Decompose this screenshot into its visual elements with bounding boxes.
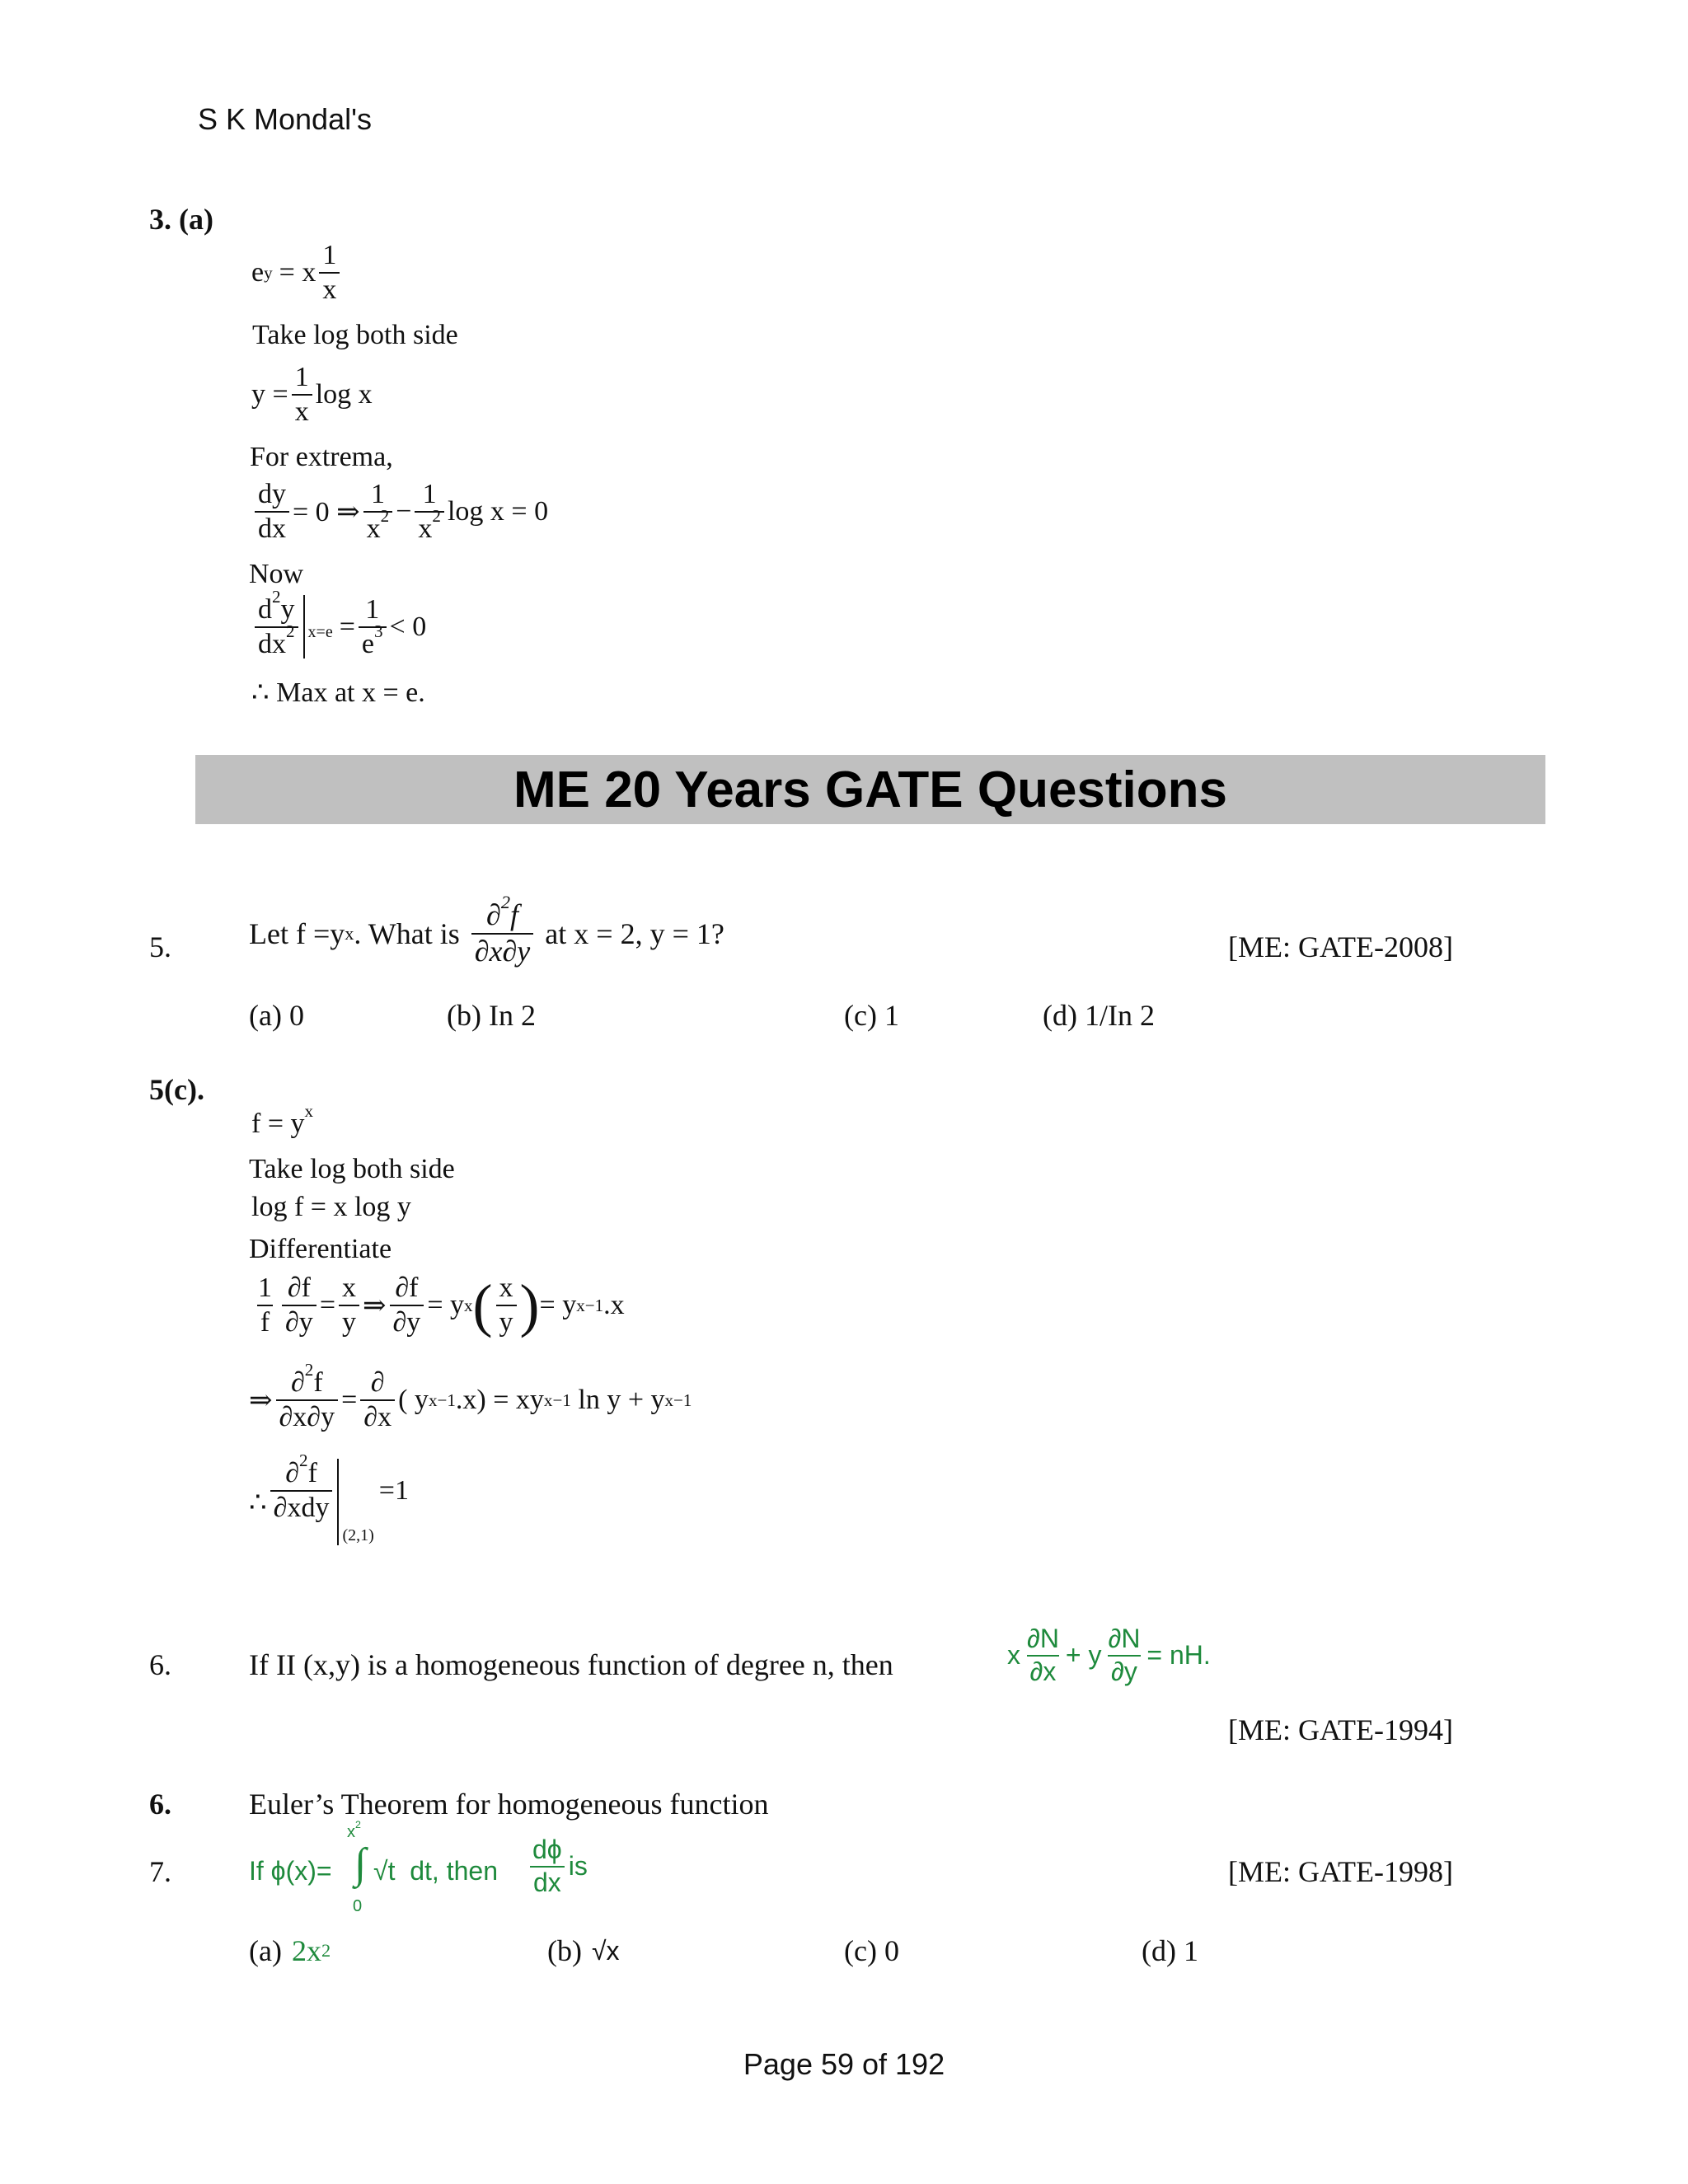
question-7-option-a-label: (a): [249, 1934, 282, 1967]
solution-3-l5-frac-1: [255, 480, 289, 543]
question-7-option-b-label: (b): [547, 1934, 582, 1967]
solution-5-l5-lparen: (: [472, 1272, 493, 1338]
question-5-frac-num-f: f: [509, 898, 518, 931]
solution-3-line-8: ∴ Max at x = e.: [251, 677, 425, 708]
solution-3-l5-den3: x: [418, 513, 433, 544]
page-header-author: S K Mondal's: [198, 102, 372, 136]
question-5-option-d: (d) 1/In 2: [1043, 999, 1155, 1032]
solution-3-l5-pow-b: 2: [432, 505, 441, 526]
solution-3-l1-lhs: e: [251, 256, 265, 288]
solution-5-l6-num-pow: 2: [304, 1360, 314, 1380]
solution-5-l5-e-num: x: [499, 1272, 513, 1303]
question-5-number: 5.: [149, 930, 171, 963]
question-7-text-pre: If ϕ(x)=: [249, 1856, 332, 1886]
solution-5-l5-b-den: ∂y: [282, 1305, 316, 1338]
solution-5-line-2: Take log both side: [249, 1154, 455, 1184]
solution-5-l7-rhs: =1: [378, 1474, 409, 1506]
solution-3-l7-pow-den: 2: [286, 621, 295, 641]
solution-5-label: 5(c).: [149, 1073, 204, 1106]
question-7-option-b: [547, 1933, 620, 1968]
solution-3-l7-d2: e: [361, 628, 374, 659]
section-banner-title: ME 20 Years GATE Questions: [513, 761, 1228, 818]
solution-5-l6-frac-2: [360, 1368, 395, 1432]
question-7-number: 7.: [149, 1855, 171, 1888]
section-banner: [195, 755, 1545, 824]
question-7-derivative: [526, 1836, 588, 1896]
solution-5-l5-c-num: x: [342, 1272, 356, 1303]
solution-3-l7-rhs: < 0: [389, 611, 427, 642]
solution-3-l7-num2: y: [280, 594, 295, 625]
solution-5-l6-num: ∂: [290, 1367, 305, 1398]
solution-3-l3-fraction: [292, 363, 312, 426]
solution-5-l7-num-pow: 2: [299, 1451, 308, 1471]
solution-3-l1-fraction: [319, 241, 340, 304]
solution-3-l5-den1: dx: [255, 511, 289, 544]
question-5-fraction: [471, 891, 534, 968]
question-6-formula: [1007, 1625, 1211, 1685]
solution-3-l5-num1: dy: [258, 479, 286, 509]
solution-5-l7-therefore: ∴: [249, 1487, 267, 1518]
solution-5-l5-a-num: 1: [258, 1272, 272, 1303]
question-7-option-c: (c) 0: [844, 1934, 899, 1967]
solution-5-l5-frac-d: [390, 1273, 424, 1337]
solution-5-l5-b-num: ∂f: [287, 1272, 311, 1303]
solution-3-line-4: For extrema,: [250, 442, 393, 472]
solution-5-l5-frac-e: [496, 1273, 517, 1337]
solution-3-l7-d2pow: 3: [373, 621, 383, 641]
solution-3-l5-minus: −: [396, 495, 412, 527]
solution-5-line-4: Differentiate: [249, 1234, 392, 1264]
answer-6-text: Euler’s Theorem for homogeneous function: [249, 1788, 769, 1821]
question-5-text-pre: Let f =y: [249, 916, 345, 950]
question-5-option-a: (a) 0: [249, 999, 304, 1032]
solution-3-l7-den: dx: [258, 628, 286, 659]
solution-3-l5-num2: 1: [370, 479, 385, 509]
solution-3-line-6: Now: [249, 559, 304, 589]
solution-3-l3-den: x: [292, 394, 312, 427]
question-5-frac-num-pow: 2: [500, 891, 510, 912]
question-7-frac-den: dx: [530, 1866, 565, 1897]
question-6-f-rhs: = nH.: [1146, 1640, 1211, 1671]
question-5-text-post: at x = 2, y = 1?: [545, 916, 724, 950]
solution-5-l5-e-den: y: [496, 1305, 517, 1338]
solution-3-l5-frac-2: [363, 480, 393, 543]
solution-5-l7-num: ∂: [285, 1458, 300, 1488]
question-5-option-b: (b) In 2: [447, 999, 536, 1032]
question-5-text-mid: . What is: [354, 916, 460, 950]
question-7-frac: [529, 1836, 565, 1896]
question-6-f-plus: + y: [1065, 1640, 1102, 1671]
solution-5-l5-d-num: ∂f: [395, 1272, 419, 1303]
solution-5-l5-frac-c: [339, 1273, 359, 1337]
solution-5-l5-c-den: y: [339, 1305, 359, 1338]
solution-5-l7-num-f: f: [307, 1458, 317, 1488]
question-7-option-d: (d) 1: [1142, 1934, 1198, 1967]
question-6-f-x: x: [1007, 1640, 1020, 1671]
question-5-frac-den: ∂x∂y: [471, 933, 534, 968]
solution-5-line-6: ⇒ $\frac{\partial^2f}{\partial x\partial y}$ = $\frac{\partial}{\partial x}$ ( y x−1 .x) = xy x−1 ln y + y x−1: [249, 1360, 692, 1432]
question-5-frac-num: ∂: [486, 898, 501, 931]
solution-5-l7-sub: (2,1): [342, 1526, 374, 1545]
solution-3-l7-n2: 1: [365, 594, 380, 625]
solution-5-l6-c: ln y + y: [570, 1384, 665, 1415]
solution-5-l5-d-den: ∂y: [390, 1305, 424, 1338]
solution-5-l1-exp: x: [304, 1101, 314, 1122]
question-7-integral-sign: ∫: [354, 1840, 367, 1887]
solution-5-l6-den: ∂x∂y: [276, 1399, 339, 1432]
solution-5-line-1: [251, 1101, 314, 1140]
solution-5-l6-a: ( y: [398, 1384, 429, 1415]
solution-5-l6-b: .x) = xy: [455, 1384, 544, 1415]
solution-3-l3-rhs: log x: [315, 378, 373, 410]
solution-5-l6-d2: ∂x: [360, 1399, 395, 1432]
solution-3-l7-num: d: [258, 594, 272, 625]
solution-5-line-7: [249, 1451, 409, 1545]
solution-3-l7-eq: =: [339, 611, 355, 642]
solution-5-l6-eq: =: [341, 1384, 358, 1415]
question-6-source: [ME: GATE-1994]: [1228, 1713, 1453, 1746]
solution-3-l5-mid: = 0 ⇒: [293, 496, 360, 527]
solution-3-l5-num3: 1: [422, 479, 437, 509]
solution-3-l7-frac-2: [359, 595, 387, 658]
solution-5-line-5: $\frac{1}{f}$ $\frac{\partial f}{\partial y}$ = $\frac{x}{y}$ ⇒ $\frac{\partial f}{\partial y}$ = y x ( $\frac{x}{y}$ ) = y x−1 .x: [251, 1273, 625, 1337]
solution-3-l5-frac-3: [415, 480, 444, 543]
question-6-f-n2: ∂N: [1108, 1624, 1141, 1653]
solution-3-line-1: e y = x $\frac{1}{x}$: [251, 241, 343, 304]
solution-5-l6-num-f: f: [313, 1367, 323, 1398]
solution-5-l5-a-den: f: [257, 1305, 273, 1338]
solution-3-l3-lhs: y =: [251, 378, 288, 410]
question-7-text-post: is: [568, 1851, 588, 1882]
question-7-option-a: (a) 2x 2: [249, 1934, 331, 1967]
solution-3-l3-num: 1: [294, 362, 309, 392]
solution-5-l6-imp: ⇒: [249, 1385, 273, 1416]
question-7-lower-limit: 0: [353, 1897, 363, 1915]
solution-5-l5-rparen: ): [519, 1272, 540, 1338]
solution-5-l1: f = y: [251, 1108, 305, 1139]
solution-3-line-2: Take log both side: [252, 320, 458, 350]
question-7-option-a-value: 2x: [291, 1934, 321, 1967]
question-5-source: [ME: GATE-2008]: [1228, 930, 1453, 963]
solution-5-l6-frac-1: [276, 1360, 339, 1432]
page-number: Page 59 of 192: [743, 2047, 945, 2081]
solution-3-l7-sub: x=e: [307, 623, 333, 642]
solution-5-l5-eq2: = y: [427, 1289, 464, 1320]
question-6-f-n1: ∂N: [1027, 1624, 1059, 1653]
question-5-text: Let f =y x . What is $\frac{\partial^2f}{\partial x\partial y}$ at x = 2, y = 1?: [249, 891, 724, 968]
question-7-option-b-value: √x: [591, 1935, 620, 1966]
question-7-upper-pow: 2: [355, 1818, 361, 1830]
question-6-number: 6.: [149, 1648, 171, 1681]
question-6-f-d2: ∂y: [1108, 1655, 1141, 1686]
solution-5-l6-n2: ∂: [370, 1367, 385, 1398]
solution-3-line-7: [251, 587, 427, 659]
question-7-upper: x: [347, 1823, 355, 1841]
question-7-frac-num: dϕ: [532, 1835, 562, 1864]
question-7-source: [ME: GATE-1998]: [1228, 1855, 1453, 1888]
solution-3-line-3: [251, 363, 373, 426]
question-6-f-d1: ∂x: [1027, 1655, 1060, 1686]
question-7-upper-limit: [347, 1818, 361, 1842]
question-7-integrand: √t dt, then: [373, 1856, 498, 1886]
solution-5-l7-fraction: [270, 1451, 340, 1545]
solution-3-l1-den: x: [319, 272, 340, 305]
solution-5-line-3: log f = x log y: [251, 1192, 411, 1222]
solution-3-l1-num: 1: [322, 240, 337, 270]
solution-3-l7-pow-num: 2: [272, 587, 281, 607]
question-6-text: If II (x,y) is a homogeneous function of degree n, then: [249, 1648, 893, 1681]
question-6-frac-2: [1105, 1625, 1144, 1685]
solution-5-l5-frac-b: [282, 1273, 316, 1337]
solution-5-l5-eq1: =: [319, 1289, 335, 1320]
solution-3-l5-den2: x: [366, 513, 381, 544]
solution-5-l7-den: ∂xdy: [270, 1490, 333, 1523]
solution-3-line-5: [251, 480, 548, 543]
solution-3-label: 3. (a): [149, 203, 213, 236]
solution-5-l5-frac-a: [255, 1273, 275, 1337]
question-6-frac-1: [1024, 1625, 1062, 1685]
solution-3-l5-rhs: log x = 0: [447, 495, 549, 527]
solution-3-l1-eq: = x: [279, 256, 316, 288]
solution-5-l5-tail: .x: [603, 1289, 625, 1320]
solution-5-l5-imp: ⇒: [363, 1290, 387, 1321]
solution-3-l7-frac-1: [255, 587, 305, 659]
solution-3-l5-pow-a: 2: [380, 505, 390, 526]
question-5-option-c: (c) 1: [844, 999, 899, 1032]
solution-5-l5-eq3: = y: [539, 1289, 577, 1320]
answer-6-number: 6.: [149, 1788, 171, 1821]
